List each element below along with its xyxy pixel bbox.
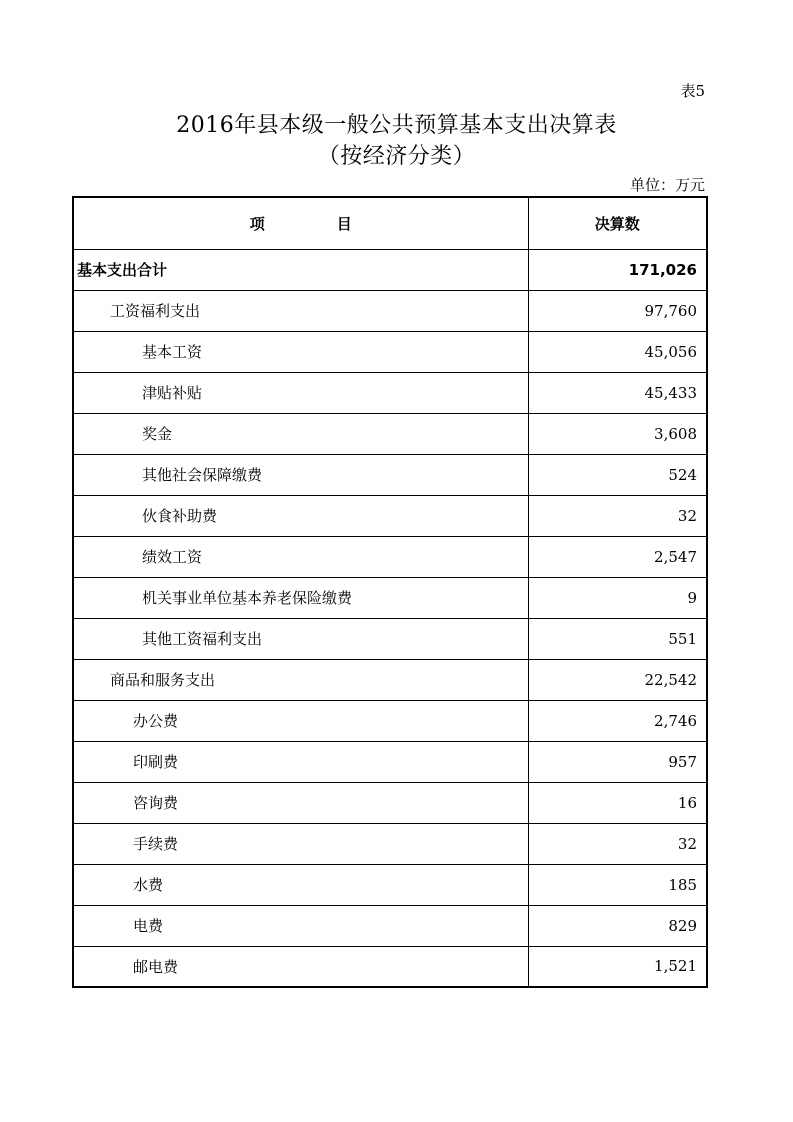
table-row [73,864,707,905]
table-row [73,577,707,618]
table-row [73,454,707,495]
row-value: 957 [528,741,707,782]
table-row [73,782,707,823]
row-name: 商品和服务支出 [73,659,528,700]
row-name: 基本支出合计 [73,249,528,290]
row-name: 绩效工资 [73,536,528,577]
row-value: 16 [528,782,707,823]
table-row [73,823,707,864]
row-name: 津贴补贴 [73,372,528,413]
table-row [73,372,707,413]
table-row [73,946,707,987]
row-name: 工资福利支出 [73,290,528,331]
row-value: 32 [528,495,707,536]
row-name: 咨询费 [73,782,528,823]
row-name: 其他社会保障缴费 [73,454,528,495]
row-name: 伙食补助费 [73,495,528,536]
table-row [73,413,707,454]
row-value: 32 [528,823,707,864]
row-value: 2,547 [528,536,707,577]
row-value: 9 [528,577,707,618]
unit-label: 单位：万元 [629,176,705,194]
row-name: 办公费 [73,700,528,741]
row-value: 524 [528,454,707,495]
page-title: 2016年县本级一般公共预算基本支出决算表 [176,113,617,138]
row-value: 829 [528,905,707,946]
header-item [73,197,528,249]
table-row [73,290,707,331]
row-value: 171,026 [528,249,707,290]
row-name: 电费 [73,905,528,946]
header-row [73,197,707,249]
table-number: 表5 [680,82,705,100]
header-item-a: 项 [249,214,265,233]
row-value: 3,608 [528,413,707,454]
row-name: 机关事业单位基本养老保险缴费 [73,577,528,618]
row-name: 印刷费 [73,741,528,782]
row-value: 22,542 [528,659,707,700]
row-name: 奖金 [73,413,528,454]
row-name: 基本工资 [73,331,528,372]
row-name: 手续费 [73,823,528,864]
table-row [73,536,707,577]
page-subtitle: （按经济分类） [317,144,476,169]
row-name: 其他工资福利支出 [73,618,528,659]
row-value: 185 [528,864,707,905]
table-row [73,618,707,659]
table-row [73,659,707,700]
row-name: 邮电费 [73,946,528,987]
table-row [73,741,707,782]
header-item-b: 目 [336,214,352,233]
row-value: 45,056 [528,331,707,372]
table-row [73,700,707,741]
table-row [73,331,707,372]
row-name: 水费 [73,864,528,905]
row-value: 45,433 [528,372,707,413]
row-value: 1,521 [528,946,707,987]
row-value: 97,760 [528,290,707,331]
table-row [73,905,707,946]
budget-table [72,196,708,988]
row-value: 551 [528,618,707,659]
header-amount: 决算数 [528,197,707,249]
row-value: 2,746 [528,700,707,741]
table-row [73,249,707,290]
table-row [73,495,707,536]
